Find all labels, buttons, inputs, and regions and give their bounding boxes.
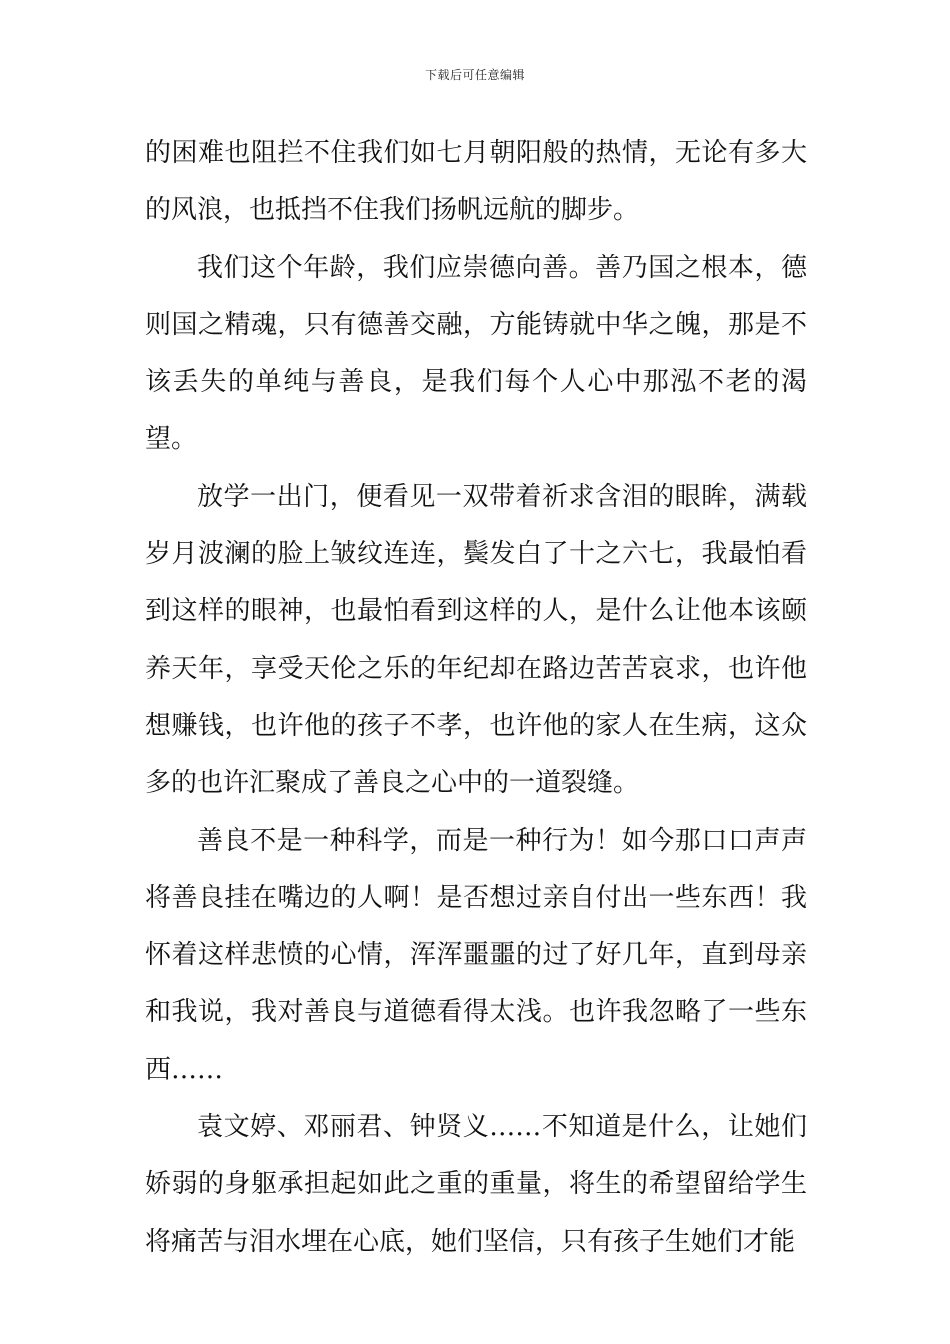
paragraph: 放学一出门，便看见一双带着祈求含泪的眼眸，满载岁月波澜的脸上皱纹连连，鬓发白了十之六七，我最怕看到这样的眼神，也最怕看到这样的人，是什么让他本该颐养天年，享受天伦之乐的年纪却在路边苦苦哀求，也许他想赚钱，也许他的孩子不孝，也许他的家人在生病，这众多的也许汇聚成了善良之心中的一道裂缝。: [145, 481, 807, 799]
paragraph: 我们这个年龄，我们应崇德向善。善乃国之根本，德则国之精魂，只有德善交融，方能铸就中华之魄，那是不该丢失的单纯与善良，是我们每个人心中那泓不老的渴望。: [145, 252, 807, 455]
paragraph-continued: 的困难也阻拦不住我们如七月朝阳般的热情，无论有多大的风浪，也抵挡不住我们扬帆远航的脚步。: [145, 138, 807, 226]
document-body: [145, 125, 807, 1271]
paragraph: 善良不是一种科学，而是一种行为！如今那口口声声将善良挂在嘴边的人啊！是否想过亲自付出一些东西！我怀着这样悲愤的心情，浑浑噩噩的过了好几年，直到母亲和我说，我对善良与道德看得太浅。也许我忽略了一些东西……: [145, 825, 807, 1085]
paragraph: 袁文婷、邓丽君、钟贤义……不知道是什么，让她们娇弱的身躯承担起如此之重的重量，将生的希望留给学生将痛苦与泪水埋在心底，她们坚信，只有孩子生她们才能: [145, 1112, 807, 1257]
page-header: 下载后可任意编辑: [424, 68, 525, 82]
